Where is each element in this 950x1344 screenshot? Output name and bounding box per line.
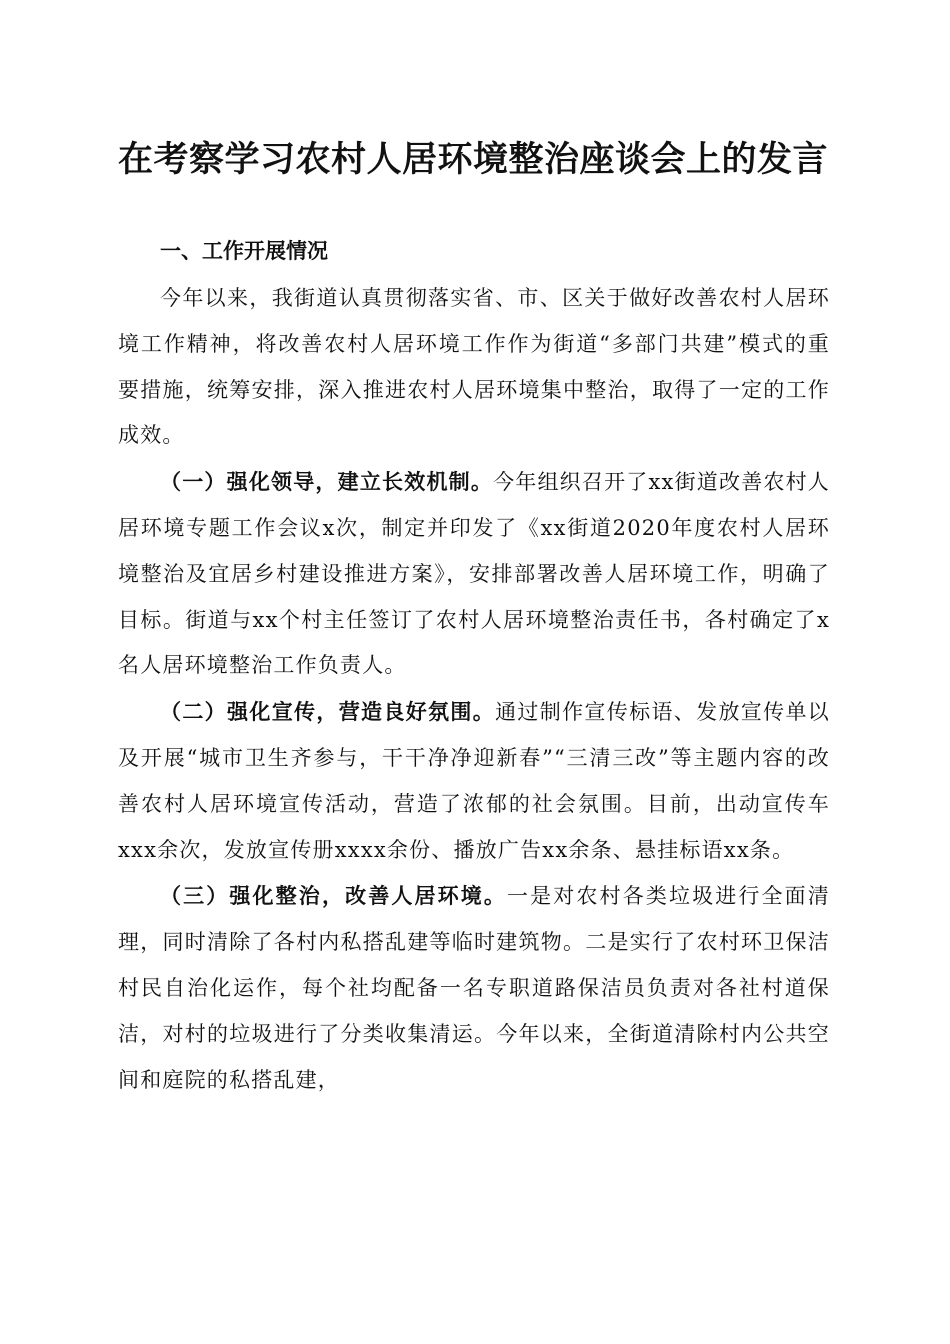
paragraph-item-2 [118,689,830,873]
section-heading: 一、工作开展情况 [160,239,328,263]
paragraph-text: 通过制作宣传标语、发放宣传单以及开展“城市卫生齐参与，干干净净迎新春”“三清三改”等主题内容的改善农村人居环境宣传活动，营造了浓郁的社会氛围。目前，出动宣传车xxx余次，发放宣传册xxxx余份、播放广告xx余条、悬挂标语xx条。 [118,700,831,862]
document-title: 在考察学习农村人居环境整治座谈会上的发言 [118,139,829,180]
paragraph-lead: （三）强化整治，改善人居环境。 [160,883,508,909]
paragraph-text: 一是对农村各类垃圾进行全面清理，同时清除了各村内私搭乱建等临时建筑物。二是实行了农村环卫保洁村民自治化运作，每个社均配备一名专职道路保洁员负责对各社村道保洁，对村的垃圾进行了分类收集清运。今年以来，全街道清除村内公共空间和庭院的私搭乱建， [118,884,830,1092]
paragraph-lead: （一）强化领导，建立长效机制。 [160,469,494,495]
paragraph-lead: （二）强化宣传，营造良好氛围。 [160,699,496,725]
intro-paragraph: 今年以来，我街道认真贯彻落实省、市、区关于做好改善农村人居环境工作精神，将改善农村人居环境工作作为街道“多部门共建”模式的重要措施，统筹安排，深入推进农村人居环境集中整治，取得了一定的工作成效。 [118,286,830,448]
document-body [118,226,830,1103]
paragraph-text: 今年组织召开了xx街道改善农村人居环境专题工作会议x次，制定并印发了《xx街道2020年度农村人居环境整治及宜居乡村建设推进方案》，安排部署改善人居环境工作，明确了目标。街道与xx个村主任签订了农村人居环境整治责任书，各村确定了x名人居环境整治工作负责人。 [118,470,831,678]
paragraph-item-3 [118,873,830,1103]
paragraph-item-1 [118,459,830,689]
